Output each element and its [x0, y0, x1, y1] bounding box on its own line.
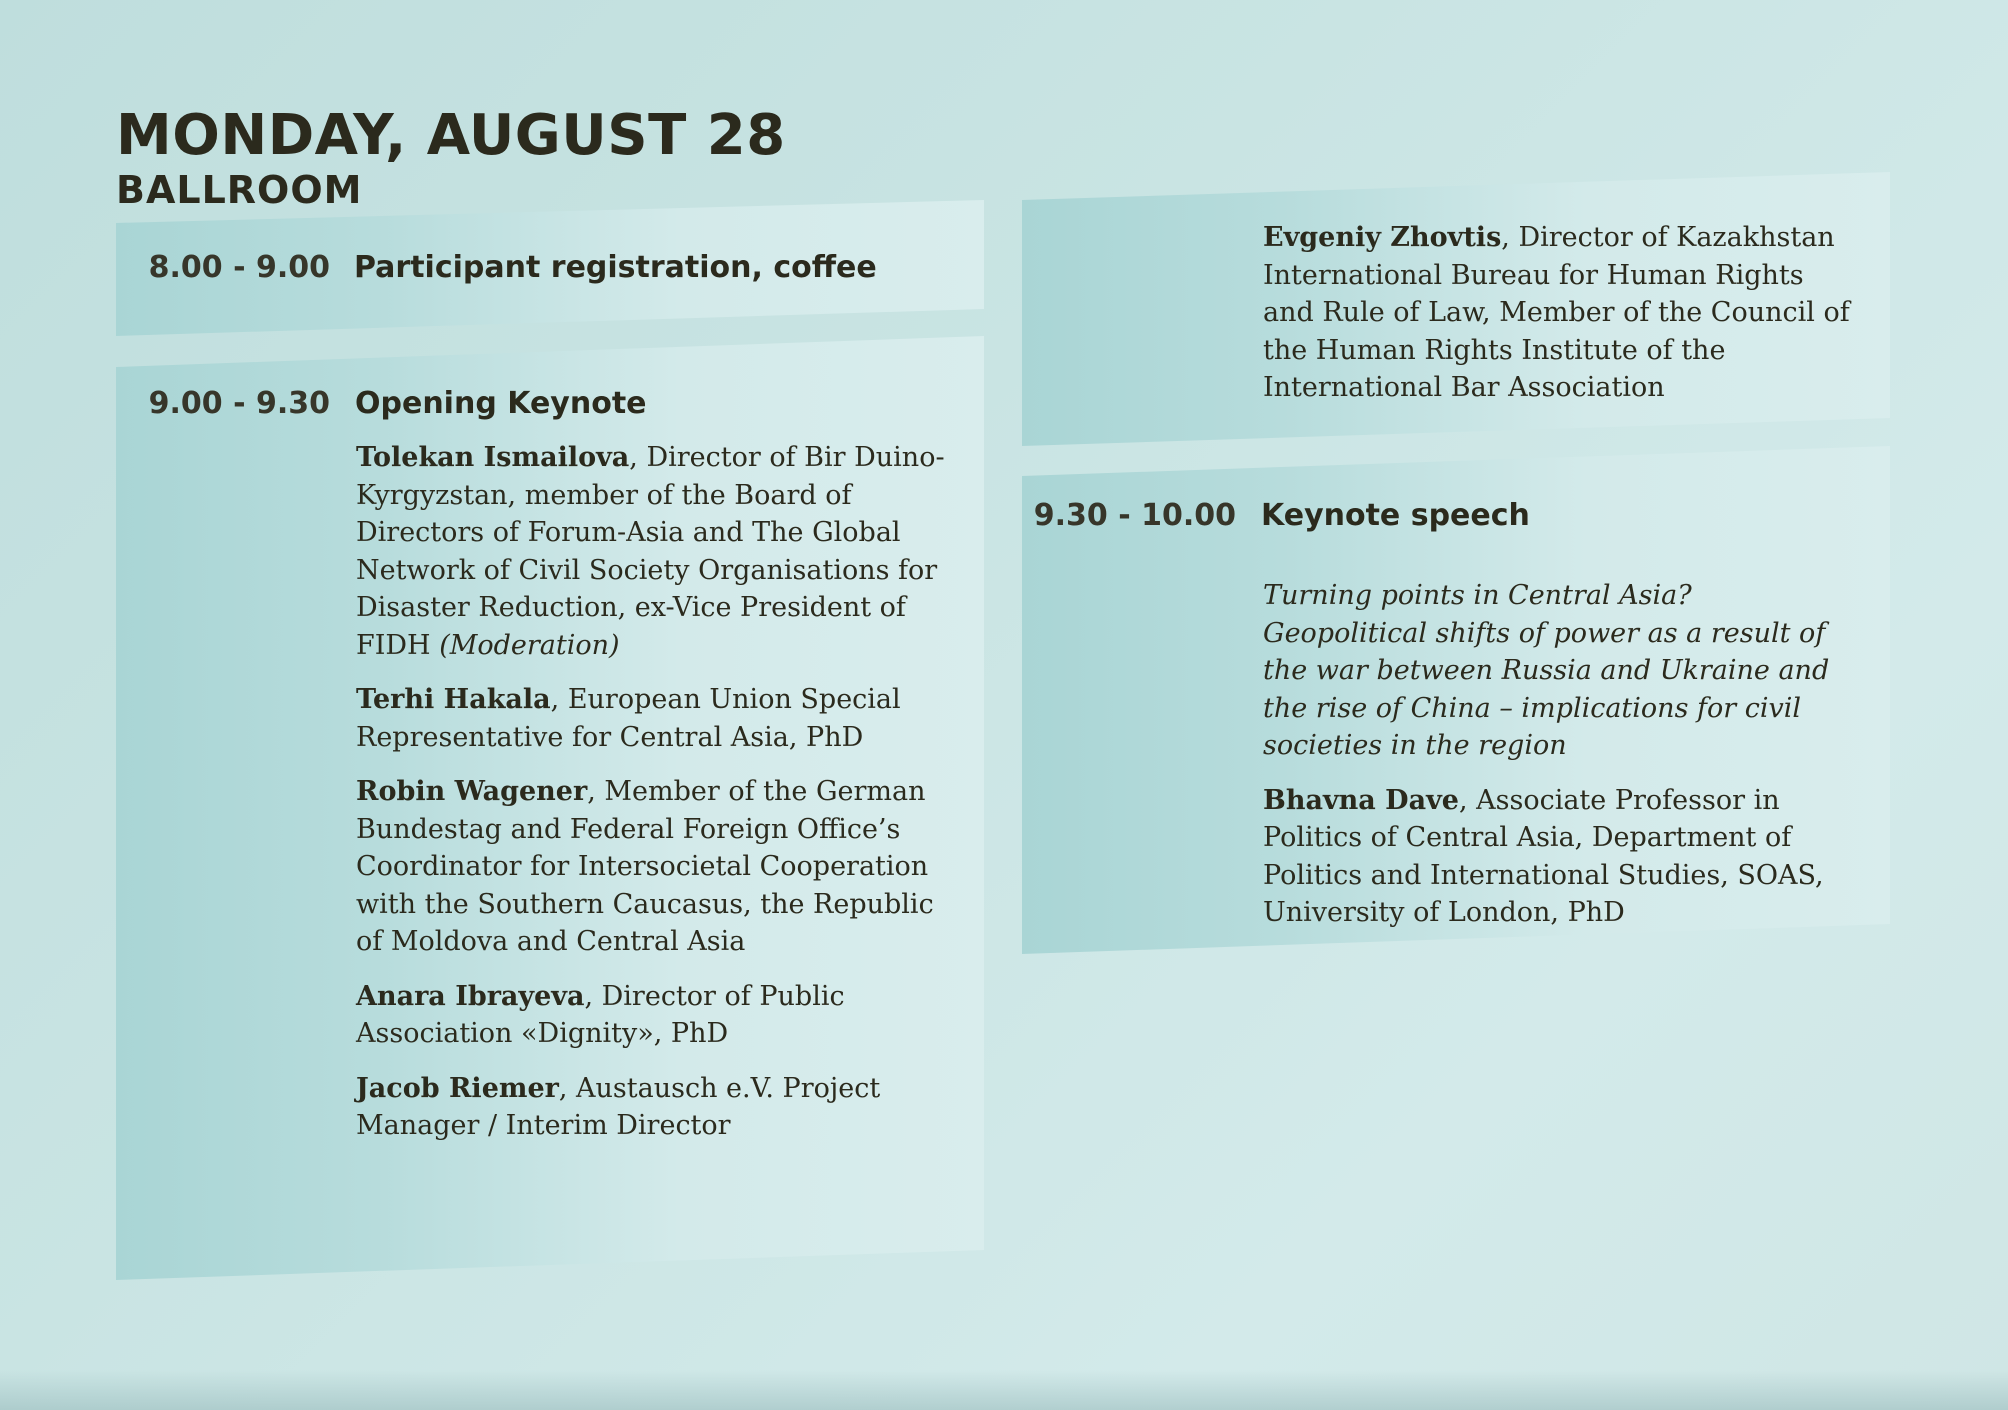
speaker-entry	[356, 681, 950, 756]
bottom-shade	[0, 1370, 2008, 1410]
speaker-name: Terhi Hakala	[356, 684, 551, 715]
speaker-name: Evgeniy Zhovtis	[1263, 222, 1502, 253]
registration-time: 8.00 - 9.00	[148, 250, 330, 285]
opening-keynote-speakers-continued	[1263, 219, 1853, 424]
day-title: MONDAY, AUGUST 28	[116, 103, 786, 168]
speaker-entry	[356, 439, 950, 664]
speaker-name: Tolekan Ismailova	[356, 442, 630, 473]
speaker-role: , Member of the German Bundestag and Federal Foreign Office’s Coordinator for Intersocietal Cooperation with the Southern Caucasus, the Republic of Moldova and Central Asia	[356, 776, 934, 957]
speaker-name: Robin Wagener	[356, 776, 588, 807]
speaker-entry	[356, 773, 950, 961]
talk-title: Turning points in Central Asia? Geopolitical shifts of power as a result of the war between Russia and Ukraine and the rise of China – implications for civil societies in the region	[1263, 580, 1830, 761]
registration-title: Participant registration, coffee	[354, 250, 877, 285]
speaker-entry	[1263, 782, 1853, 932]
keynote-speech-content	[1263, 577, 1853, 949]
room-title: BALLROOM	[116, 168, 363, 212]
speaker-entry	[356, 978, 950, 1053]
page-heading	[116, 104, 786, 212]
keynote-speech-time: 9.30 - 10.00	[1033, 498, 1236, 533]
keynote-speech-title: Keynote speech	[1261, 498, 1530, 533]
speaker-role: , Austausch e.V. Project Manager / Interim Director	[356, 1072, 881, 1141]
opening-keynote-title: Opening Keynote	[355, 386, 647, 421]
speaker-name: Jacob Riemer	[356, 1072, 559, 1104]
speaker-note: (Moderation)	[439, 629, 620, 661]
opening-keynote-speakers	[356, 439, 950, 1162]
speaker-entry	[356, 1070, 950, 1145]
speaker-role: , Director of Bir Duino-Kyrgyzstan, member of the Board of Directors of Forum-Asia and The Global Network of Civil Society Organisations for Disaster Reduction, ex-Vice President of FIDH	[356, 442, 945, 661]
speaker-role: , Associate Professor in Politics of Central Asia, Department of Politics and International Studies, SOAS, University of London, PhD	[1263, 784, 1824, 928]
speaker-role: , Director of Kazakhstan International Bureau for Human Rights and Rule of Law, Member of the Council of the Human Rights Institute of the International Bar Association	[1263, 222, 1850, 403]
speaker-role: , European Union Special Representative for Central Asia, PhD	[356, 684, 901, 753]
speaker-name: Bhavna Dave	[1263, 784, 1459, 816]
speaker-role: , Director of Public Association «Dignity», PhD	[356, 980, 845, 1049]
speaker-entry	[1263, 219, 1853, 407]
speaker-name: Anara Ibrayeva	[356, 980, 585, 1012]
opening-keynote-time: 9.00 - 9.30	[148, 386, 330, 421]
